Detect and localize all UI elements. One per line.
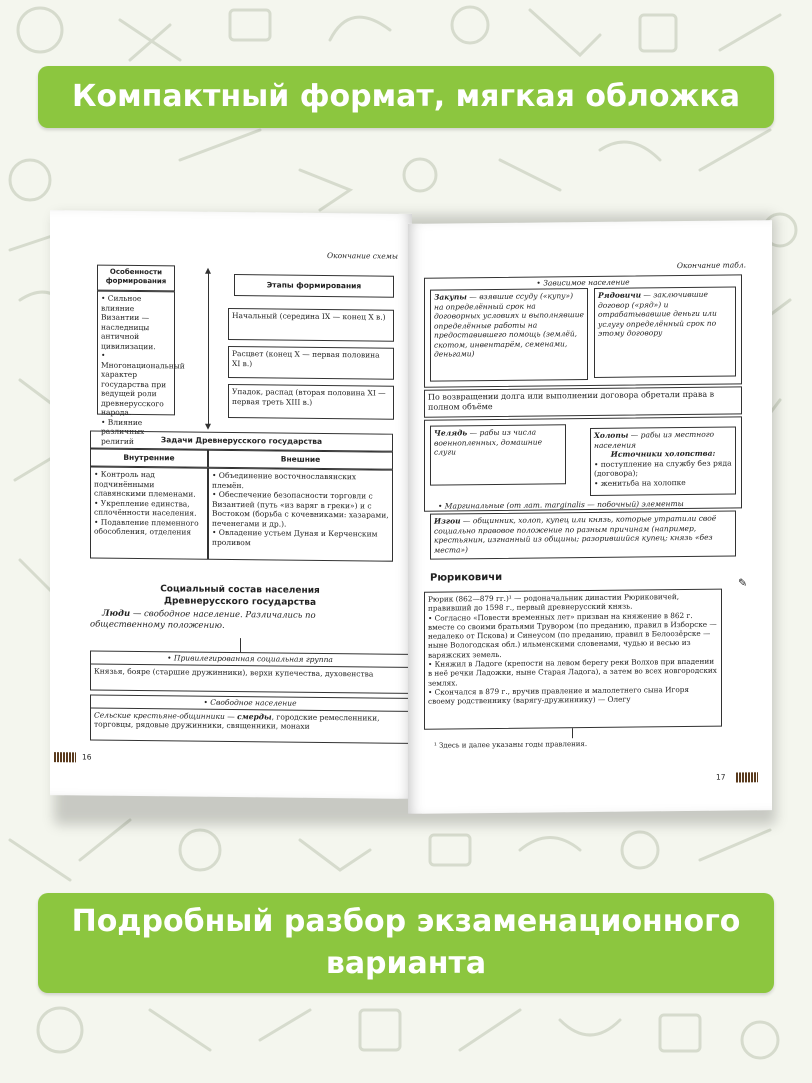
- izgoi-box: [430, 510, 736, 559]
- kholopy-text: — рабы из местного населения: [594, 429, 715, 450]
- privileged-box: [90, 651, 410, 694]
- free-text-term: смерды: [237, 711, 272, 721]
- kholop-source-item: • женитьба на холопке: [594, 477, 686, 488]
- task-item: • Подавление племенного обособления, отделения: [94, 517, 199, 537]
- internal-title: Внутренние: [90, 449, 208, 468]
- top-banner-text: Компактный формат, мягкая обложка: [72, 79, 740, 114]
- external-tasks-cell: [208, 468, 393, 562]
- tasks-title: Задачи Древнерусского государства: [90, 431, 393, 452]
- people-term: Люди: [102, 608, 131, 619]
- stage-text: Начальный (середина IX — конец X в.): [232, 311, 386, 322]
- izgoi-term: Изгои: [434, 516, 461, 526]
- privileged-text: Князья, бояре (старшие дружинники), верхи купечества, духовенства: [94, 666, 374, 678]
- free-text-part: , городские ремесленники, торговцы, рядовые дружинники, священники, монахи: [94, 711, 380, 731]
- page-number: 17: [716, 772, 726, 782]
- free-text: [94, 710, 406, 732]
- debt-box: По возвращении долга или выполнении договора обретали права в полном объёме: [424, 386, 742, 417]
- ryadovichi-term: Рядовичи: [598, 290, 642, 300]
- ryadovichi-box: [594, 286, 736, 377]
- section-title: [140, 583, 340, 609]
- rurik-line: Рюрик (862—879 гг.)¹ — родоначальник династии Рюриковичей, правивший до 1598 г., первый древнерусский князь.: [428, 592, 680, 613]
- task-item: • Объединение восточнославянских племён.: [212, 470, 357, 490]
- rurik-line: • Скончался в 879 г., вручив правление и малолетнего сына Игоря своему родственнику (варягу-дружиннику) — Олегу: [428, 684, 690, 706]
- zakupy-box: [430, 288, 588, 382]
- left-page: [50, 210, 412, 799]
- kholop-sources-title: Источники холопства:: [610, 448, 716, 459]
- external-title: Внешние: [208, 450, 393, 470]
- internal-tasks-cell: [90, 467, 208, 560]
- features-title: Особенности формирования: [105, 267, 167, 286]
- feature-item: • Сильное влияние Византии — наследницы античной цивилизации.: [101, 293, 156, 351]
- stages-title: Этапы формирования: [234, 274, 394, 298]
- kholopy-box: [590, 426, 736, 496]
- task-item: • Обеспечение безопасности торговли с Византией (путь «из варяг в греки») и с Востоком (борьба с кочевниками: хазарами, печенегами и др.).: [212, 489, 389, 529]
- top-banner: [38, 66, 774, 128]
- privileged-title: • Привилегированная социальная группа: [91, 652, 409, 668]
- bottom-banner-line: варианта: [325, 946, 487, 981]
- free-title: • Свободное население: [91, 696, 409, 712]
- connector-line: [208, 272, 209, 428]
- rurik-box: [424, 589, 722, 730]
- stage-box: [228, 384, 394, 420]
- task-item: • Овладение устьем Дуная и Керченским проливом: [212, 527, 378, 547]
- zakupy-text: — взявшие ссуду («купу») на определённый срок на договорных условиях и выполнявшие определённые работы на предоставившего помощь (землёй, скотом, инвентарём, семенами, деньгами): [434, 291, 584, 359]
- people-text: — свободное население. Различались по общественному положению.: [90, 608, 316, 631]
- feature-item: • Многонациональный характер государства при ведущей роли древнерусского народа.: [101, 350, 185, 417]
- left-header-note: Окончание схемы: [326, 251, 398, 261]
- connector-line: [240, 638, 241, 652]
- section-title-line: Социальный состав населения: [160, 584, 320, 596]
- task-item: • Укрепление единства, сплочённости населения.: [94, 498, 197, 518]
- stage-text: Расцвет (конец X — первая половина XI в.): [232, 349, 380, 368]
- ryadovichi-text: — заключившие договор («ряд») и отрабатывавшие деньги или услугу определённый срок по этому договору: [598, 289, 717, 338]
- people-paragraph: [90, 609, 393, 634]
- chelyad-term: Челядь: [434, 428, 468, 438]
- connector-line: [572, 728, 573, 738]
- zakupy-term: Закупы: [434, 292, 467, 302]
- rurik-line: • Княжил в Ладоге (крепости на левом берегу реки Волхов при впадении в неё речки Ладожки, ныне Старая Ладога), а затем во всех новгородских землях.: [428, 656, 717, 688]
- chelyad-text: — рабы из числа военнопленных, домашние слуги: [434, 427, 543, 457]
- features-title-box: [97, 265, 175, 292]
- kholopy-term: Холопы: [594, 430, 629, 440]
- page-number: 16: [82, 752, 92, 762]
- bottom-banner-line: Подробный разбор экзаменационного: [71, 904, 741, 939]
- free-box: [90, 695, 410, 744]
- pen-icon: ✎: [738, 576, 748, 590]
- footnote: ¹ Здесь и далее указаны годы правления.: [434, 740, 588, 750]
- rurik-heading: Рюриковичи: [430, 571, 503, 584]
- chelyad-box: [430, 424, 566, 485]
- stage-box: [228, 346, 394, 380]
- feature-item: • Влияние различных религий: [101, 417, 145, 446]
- dependent-title: • Зависимое население: [536, 277, 630, 288]
- stage-box: [228, 308, 394, 342]
- page-marker-bar: [54, 752, 76, 762]
- stage-text: Упадок, распад (вторая половина XI — первая треть XIII в.): [232, 387, 386, 407]
- izgoi-text: — общинник, холоп, купец или князь, которые утратили своё социально правовое положение по разным причинам (например, крестьянин, изгнанный из общины; разорившийся купец; князь «без места»): [434, 513, 717, 555]
- right-page: [408, 220, 772, 814]
- free-text-part: Сельские крестьяне-общинники —: [94, 710, 238, 721]
- arrow-up-icon: [205, 268, 211, 274]
- kholop-source-item: • поступление на службу без ряда (договора);: [594, 458, 732, 478]
- features-box: [97, 291, 185, 446]
- marginal-title: • Маргинальные (от лат. marginalis — побочный) элементы: [438, 499, 684, 511]
- section-title-line: Древнерусского государства: [163, 596, 317, 608]
- page-marker-bar: [736, 772, 758, 782]
- task-item: • Контроль над подчинёнными славянскими племенами.: [94, 469, 196, 499]
- arrow-down-icon: [205, 424, 211, 430]
- right-header-note: Окончание табл.: [676, 260, 746, 271]
- rurik-line: • Согласно «Повести временных лет» призван на княжение в 862 г. вместе со своими братьями Трувором (по преданию, правил в Изборске — недалеко от Пскова) и Синеусом (по преданию, правил в Белоозёрске — ныне Вологодская обл.) ильменскими словенами, чудью и весью из варяжских земель.: [428, 610, 717, 660]
- bottom-banner: [38, 893, 774, 993]
